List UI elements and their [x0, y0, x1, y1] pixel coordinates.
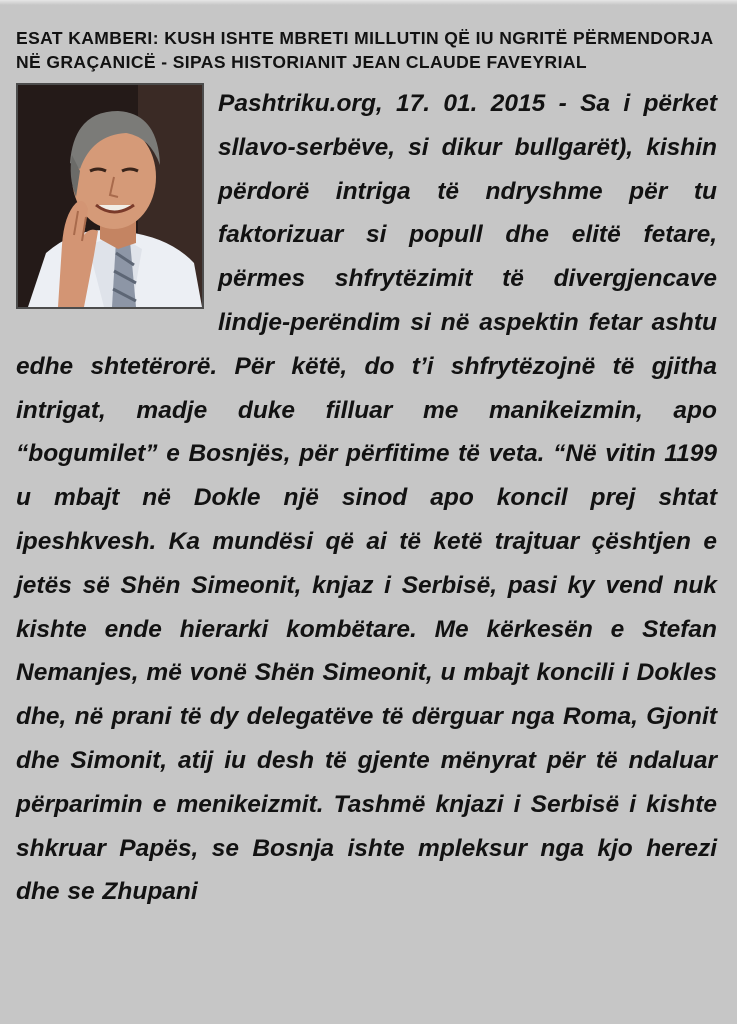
article-headline: ESAT KAMBERI: KUSH ISHTE MBRETI MILLUTIN QË IU NGRITË PËRMENDORJA NË GRAÇANICË - SIPAS HISTORIANIT JEAN CLAUDE FAVEYRIAL	[16, 28, 713, 72]
article-body: Pashtriku.org, 17. 01. 2015 - Sa i përket sllavo-serbëve, si dikur bullgarët), kishin përdorë intriga të ndryshme për tu faktorizuar si popull dhe elitë fetare, përmes shfrytëzimit të divergjencave lindje-perëndim si në aspektin fetar ashtu edhe shtetërorë. Për këtë, do t’i shfrytëzojnë të gjitha intrigat, madje duke filluar me manikeizmin, apo “bogumilet” e Bosnjës, për përfitime të veta. “Në vitin 1199 u mbajt në Dokle një sinod apo koncil prej shtat ipeshkvesh. Ka mundësi që ai të ketë trajtuar çështjen e jetës së Shën Simeonit, knjaz i Serbisë, pasi ky vend nuk kishte ende hierarki kombëtare. Me kërkesën e Stefan Nemanjes, më vonë Shën Simeonit, u mbajt koncili i Dokles dhe, në prani të dy delegatëve të dërguar nga Roma, Gjonit dhe Simonit, atij iu desh të gjente mënyrat për të ndaluar përparimin e menikeizmit. Tashmë knjazi i Serbisë i kishte shkruar Papës, se Bosnja ishte mpleksur nga kjo herezi dhe se Zhupani	[16, 90, 717, 906]
author-photo	[16, 83, 204, 309]
article	[16, 26, 717, 914]
top-edge-shadow	[0, 0, 737, 5]
author-portrait-icon	[18, 85, 202, 307]
